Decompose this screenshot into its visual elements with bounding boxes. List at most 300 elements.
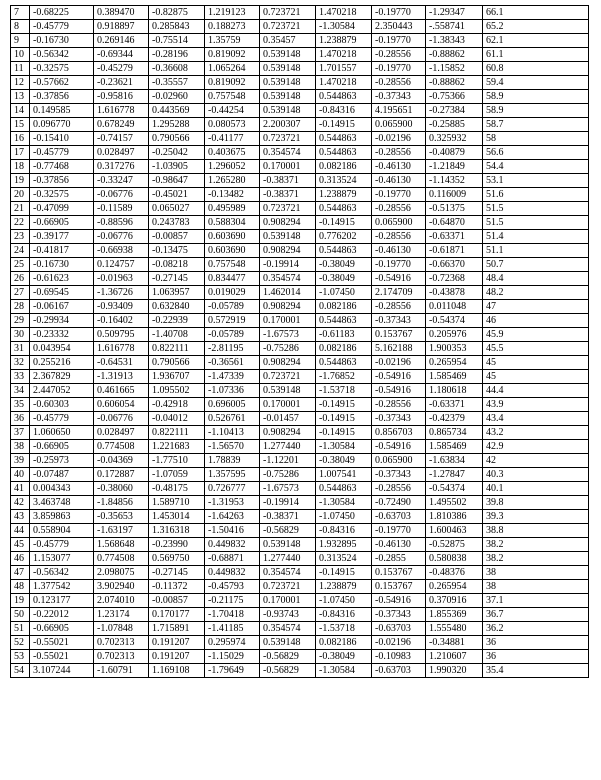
table-cell-col-2: 1.568648 — [94, 538, 149, 552]
table-cell-col-3: -0.13475 — [149, 244, 205, 258]
table-cell-col-3: 0.822111 — [149, 426, 205, 440]
table-cell-col-9: 54.4 — [483, 160, 589, 174]
table-cell-col-2: 0.389470 — [94, 6, 149, 20]
table-cell-col-1: -0.77468 — [30, 160, 94, 174]
table-cell-row-number: 29 — [11, 314, 30, 328]
table-cell-col-7: -0.46130 — [372, 174, 426, 188]
table-cell-col-8: -0.61871 — [426, 244, 483, 258]
table-cell-col-5: -0.19914 — [260, 496, 316, 510]
table-cell-col-3: 0.191207 — [149, 650, 205, 664]
table-cell-col-3: 0.569750 — [149, 552, 205, 566]
table-cell-col-1: 0.096770 — [30, 118, 94, 132]
table-cell-col-7: 4.195651 — [372, 104, 426, 118]
table-cell-row-number: 44 — [11, 524, 30, 538]
table-row — [11, 440, 589, 454]
table-cell-col-9: 36.7 — [483, 608, 589, 622]
table-cell-col-1: -0.47099 — [30, 202, 94, 216]
table-cell-col-4: -0.68871 — [205, 552, 260, 566]
table-cell-col-6: -1.30584 — [316, 496, 372, 510]
table-row — [11, 90, 589, 104]
table-cell-col-4: 0.495989 — [205, 202, 260, 216]
table-cell-col-1: -0.66905 — [30, 216, 94, 230]
table-cell-col-1: 0.004343 — [30, 482, 94, 496]
table-cell-col-4: 0.295974 — [205, 636, 260, 650]
table-cell-col-2: -0.35653 — [94, 510, 149, 524]
table-cell-col-6: -0.14915 — [316, 118, 372, 132]
table-cell-col-9: 59.4 — [483, 76, 589, 90]
table-cell-col-3: 0.243783 — [149, 216, 205, 230]
table-cell-col-2: 0.606054 — [94, 398, 149, 412]
table-cell-col-6: -1.07450 — [316, 594, 372, 608]
table-cell-col-2: -0.06776 — [94, 188, 149, 202]
table-cell-col-2: 0.774508 — [94, 440, 149, 454]
table-cell-col-8: 1.210607 — [426, 650, 483, 664]
table-cell-col-3: -0.08218 — [149, 258, 205, 272]
table-cell-col-6: -0.14915 — [316, 412, 372, 426]
table-cell-col-2: 0.774508 — [94, 552, 149, 566]
table-cell-col-1: -0.41817 — [30, 244, 94, 258]
table-cell-col-5: 0.723721 — [260, 202, 316, 216]
table-cell-col-1: 0.149585 — [30, 104, 94, 118]
table-cell-row-number: 14 — [11, 104, 30, 118]
table-cell-col-8: 0.865734 — [426, 426, 483, 440]
table-row — [11, 48, 589, 62]
table-cell-col-3: 0.191207 — [149, 636, 205, 650]
table-cell-col-9: 38 — [483, 566, 589, 580]
table-cell-col-2: 3.902940 — [94, 580, 149, 594]
table-cell-col-1: -0.32575 — [30, 188, 94, 202]
table-cell-col-4: -1.64263 — [205, 510, 260, 524]
table-cell-col-8: 1.810386 — [426, 510, 483, 524]
table-cell-row-number: 17 — [11, 146, 30, 160]
table-cell-col-3: -0.98647 — [149, 174, 205, 188]
table-cell-col-7: 0.065900 — [372, 454, 426, 468]
table-cell-col-6: -1.30584 — [316, 440, 372, 454]
table-row — [11, 202, 589, 216]
table-cell-col-1: 2.447052 — [30, 384, 94, 398]
table-cell-col-1: -0.39177 — [30, 230, 94, 244]
table-row — [11, 398, 589, 412]
table-cell-col-5: 0.539148 — [260, 104, 316, 118]
table-cell-row-number: 10 — [11, 48, 30, 62]
table-cell-col-9: 61.1 — [483, 48, 589, 62]
table-cell-col-9: 51.5 — [483, 216, 589, 230]
table-cell-col-8: 1.585469 — [426, 440, 483, 454]
table-cell-col-4: 0.019029 — [205, 286, 260, 300]
table-cell-col-7: -0.63703 — [372, 622, 426, 636]
table-cell-col-1: -0.45779 — [30, 20, 94, 34]
table-cell-col-5: 0.539148 — [260, 76, 316, 90]
table-cell-row-number: 21 — [11, 202, 30, 216]
table-cell-row-number: 25 — [11, 258, 30, 272]
table-cell-col-1: 0.255216 — [30, 356, 94, 370]
table-cell-col-8: 1.855369 — [426, 608, 483, 622]
table-cell-col-5: 1.277440 — [260, 552, 316, 566]
table-cell-col-9: 45 — [483, 356, 589, 370]
table-cell-col-4: 1.357595 — [205, 468, 260, 482]
table-cell-col-4: -0.44254 — [205, 104, 260, 118]
table-cell-col-1: -0.45779 — [30, 412, 94, 426]
table-cell-row-number: 28 — [11, 300, 30, 314]
table-cell-col-8: -1.15852 — [426, 62, 483, 76]
table-cell-col-6: 0.082186 — [316, 160, 372, 174]
table-row — [11, 636, 589, 650]
table-cell-col-7: -0.63703 — [372, 664, 426, 678]
table-cell-col-2: -0.06776 — [94, 412, 149, 426]
table-cell-col-8: 1.495502 — [426, 496, 483, 510]
table-cell-col-8: 0.265954 — [426, 580, 483, 594]
table-cell-col-5: -0.56829 — [260, 664, 316, 678]
table-cell-row-number: 33 — [11, 370, 30, 384]
table-cell-col-3: -0.23990 — [149, 538, 205, 552]
table-cell-col-2: 0.028497 — [94, 426, 149, 440]
table-cell-col-6: 0.313524 — [316, 174, 372, 188]
table-row — [11, 650, 589, 664]
table-cell-col-2: 0.918897 — [94, 20, 149, 34]
table-cell-col-2: 2.074010 — [94, 594, 149, 608]
table-cell-row-number: 24 — [11, 244, 30, 258]
table-cell-col-8: -0.42379 — [426, 412, 483, 426]
table-cell-row-number: 48 — [11, 580, 30, 594]
table-cell-col-2: -0.74157 — [94, 132, 149, 146]
table-cell-col-9: 58.9 — [483, 90, 589, 104]
table-cell-col-4: -1.31953 — [205, 496, 260, 510]
table-cell-col-1: -0.07487 — [30, 468, 94, 482]
table-cell-col-1: -0.45779 — [30, 146, 94, 160]
table-cell-col-6: 1.470218 — [316, 6, 372, 20]
table-cell-col-1: -0.60303 — [30, 398, 94, 412]
table-cell-col-8: -0.75366 — [426, 90, 483, 104]
table-cell-col-5: -0.38371 — [260, 188, 316, 202]
table-cell-col-5: 0.723721 — [260, 580, 316, 594]
table-cell-col-2: -0.33247 — [94, 174, 149, 188]
table-cell-col-5: 0.723721 — [260, 6, 316, 20]
table-cell-col-9: 51.4 — [483, 230, 589, 244]
table-row — [11, 216, 589, 230]
table-cell-col-4: 1.35759 — [205, 34, 260, 48]
table-cell-col-4: 0.572919 — [205, 314, 260, 328]
table-cell-col-6: -0.38049 — [316, 650, 372, 664]
table-cell-col-4: 0.757548 — [205, 90, 260, 104]
table-cell-col-9: 43.2 — [483, 426, 589, 440]
table-cell-col-9: 43.9 — [483, 398, 589, 412]
table-cell-col-6: 0.544863 — [316, 356, 372, 370]
table-cell-col-7: -0.46130 — [372, 160, 426, 174]
table-cell-col-7: -0.19770 — [372, 62, 426, 76]
table-cell-col-3: 1.936707 — [149, 370, 205, 384]
table-cell-col-9: 47 — [483, 300, 589, 314]
table-row — [11, 454, 589, 468]
table-cell-col-3: 1.063957 — [149, 286, 205, 300]
table-cell-col-9: 38.8 — [483, 524, 589, 538]
table-cell-col-7: -0.19770 — [372, 188, 426, 202]
table-cell-col-5: 0.539148 — [260, 538, 316, 552]
table-cell-col-2: 0.702313 — [94, 636, 149, 650]
table-cell-col-5: 0.539148 — [260, 636, 316, 650]
table-cell-col-6: 0.544863 — [316, 146, 372, 160]
table-cell-col-3: -1.07059 — [149, 468, 205, 482]
table-cell-col-3: -0.11372 — [149, 580, 205, 594]
table-cell-col-2: -0.88596 — [94, 216, 149, 230]
table-cell-col-8: -0.54374 — [426, 314, 483, 328]
table-cell-col-3: -0.04012 — [149, 412, 205, 426]
table-cell-col-7: -0.28556 — [372, 482, 426, 496]
table-cell-col-7: -0.28556 — [372, 202, 426, 216]
table-cell-col-5: 1.462014 — [260, 286, 316, 300]
table-cell-col-5: -0.38371 — [260, 510, 316, 524]
table-cell-row-number: 18 — [11, 160, 30, 174]
table-cell-col-5: 0.170001 — [260, 398, 316, 412]
table-cell-col-4: -0.05789 — [205, 328, 260, 342]
table-cell-col-8: 1.990320 — [426, 664, 483, 678]
table-cell-col-6: 0.544863 — [316, 314, 372, 328]
table-row — [11, 412, 589, 426]
table-cell-col-8: 1.585469 — [426, 370, 483, 384]
table-cell-col-7: -0.19770 — [372, 524, 426, 538]
table-cell-col-5: 1.277440 — [260, 440, 316, 454]
table-cell-col-5: -0.75286 — [260, 468, 316, 482]
table-cell-col-8: -1.29347 — [426, 6, 483, 20]
table-cell-col-9: 58.7 — [483, 118, 589, 132]
table-cell-col-6: 0.544863 — [316, 482, 372, 496]
table-cell-col-4: -1.47339 — [205, 370, 260, 384]
table-cell-col-4: 1.265280 — [205, 174, 260, 188]
table-cell-col-6: 0.776202 — [316, 230, 372, 244]
table-cell-col-4: -0.41177 — [205, 132, 260, 146]
data-table-container — [10, 5, 589, 678]
table-cell-col-5: 2.200307 — [260, 118, 316, 132]
table-cell-col-8: -0.27384 — [426, 104, 483, 118]
table-cell-col-2: -0.11589 — [94, 202, 149, 216]
table-cell-col-7: -0.37343 — [372, 314, 426, 328]
data-table — [10, 5, 589, 678]
table-cell-col-6: -0.84316 — [316, 608, 372, 622]
table-cell-col-4: -0.36561 — [205, 356, 260, 370]
table-cell-col-5: -0.38371 — [260, 174, 316, 188]
table-cell-col-8: 1.180618 — [426, 384, 483, 398]
table-cell-col-9: 36 — [483, 636, 589, 650]
table-cell-col-3: -1.03905 — [149, 160, 205, 174]
table-cell-col-3: -0.75514 — [149, 34, 205, 48]
table-cell-col-7: 0.153767 — [372, 580, 426, 594]
table-cell-col-8: 1.600463 — [426, 524, 483, 538]
table-cell-col-5: 0.354574 — [260, 146, 316, 160]
table-cell-row-number: 22 — [11, 216, 30, 230]
table-cell-col-1: 1.377542 — [30, 580, 94, 594]
table-body — [11, 6, 589, 678]
table-cell-col-8: 0.265954 — [426, 356, 483, 370]
table-cell-col-1: 0.043954 — [30, 342, 94, 356]
table-cell-col-8: -.558741 — [426, 20, 483, 34]
table-cell-col-6: -1.07450 — [316, 286, 372, 300]
table-cell-col-8: -0.34881 — [426, 636, 483, 650]
table-cell-col-6: -1.07450 — [316, 510, 372, 524]
table-cell-col-7: -0.02196 — [372, 636, 426, 650]
table-cell-col-1: -0.68225 — [30, 6, 94, 20]
table-cell-col-4: 0.819092 — [205, 76, 260, 90]
table-cell-col-7: -0.10983 — [372, 650, 426, 664]
table-cell-col-7: -0.02196 — [372, 356, 426, 370]
table-row — [11, 314, 589, 328]
table-cell-col-2: -0.93409 — [94, 300, 149, 314]
table-cell-col-4: -0.45793 — [205, 580, 260, 594]
table-cell-row-number: 54 — [11, 664, 30, 678]
table-cell-col-2: -1.84856 — [94, 496, 149, 510]
table-cell-col-8: -0.72368 — [426, 272, 483, 286]
table-cell-col-5: 0.170001 — [260, 314, 316, 328]
table-cell-col-2: 0.317276 — [94, 160, 149, 174]
table-cell-col-6: 1.470218 — [316, 76, 372, 90]
table-cell-col-5: 0.539148 — [260, 90, 316, 104]
table-cell-col-5: -0.19914 — [260, 258, 316, 272]
table-cell-col-2: 0.172887 — [94, 468, 149, 482]
table-row — [11, 496, 589, 510]
table-cell-col-9: 58 — [483, 132, 589, 146]
table-cell-col-5: -0.56829 — [260, 650, 316, 664]
table-cell-col-5: -0.01457 — [260, 412, 316, 426]
table-cell-col-8: 0.205976 — [426, 328, 483, 342]
table-cell-row-number: 31 — [11, 342, 30, 356]
table-cell-col-4: 0.588304 — [205, 216, 260, 230]
table-cell-col-6: 1.701557 — [316, 62, 372, 76]
table-cell-col-6: -1.53718 — [316, 384, 372, 398]
table-cell-col-6: 0.082186 — [316, 342, 372, 356]
table-cell-col-6: 1.007541 — [316, 468, 372, 482]
table-cell-col-3: 0.632840 — [149, 300, 205, 314]
table-cell-col-9: 38.2 — [483, 538, 589, 552]
table-cell-row-number: 40 — [11, 468, 30, 482]
table-cell-row-number: 13 — [11, 90, 30, 104]
table-cell-col-2: -1.31913 — [94, 370, 149, 384]
table-cell-col-4: -1.70418 — [205, 608, 260, 622]
table-cell-col-8: -0.25885 — [426, 118, 483, 132]
table-cell-col-2: -0.23621 — [94, 76, 149, 90]
table-cell-col-1: -0.56342 — [30, 566, 94, 580]
table-cell-col-3: 0.790566 — [149, 356, 205, 370]
table-cell-col-8: -0.43878 — [426, 286, 483, 300]
table-cell-col-1: -0.55021 — [30, 650, 94, 664]
table-cell-col-2: 1.616778 — [94, 104, 149, 118]
table-cell-col-9: 45.9 — [483, 328, 589, 342]
table-cell-col-7: -0.54916 — [372, 272, 426, 286]
table-cell-col-3: -0.00857 — [149, 594, 205, 608]
table-cell-col-4: 0.603690 — [205, 230, 260, 244]
table-cell-col-5: 0.170001 — [260, 160, 316, 174]
table-cell-col-5: -1.67573 — [260, 482, 316, 496]
table-cell-col-8: 0.011048 — [426, 300, 483, 314]
table-cell-col-2: -1.63197 — [94, 524, 149, 538]
table-row — [11, 426, 589, 440]
table-cell-col-9: 51.1 — [483, 244, 589, 258]
table-cell-row-number: 30 — [11, 328, 30, 342]
table-cell-col-6: -0.84316 — [316, 524, 372, 538]
table-row — [11, 370, 589, 384]
table-row — [11, 482, 589, 496]
table-cell-row-number: 52 — [11, 636, 30, 650]
table-cell-col-6: 1.932895 — [316, 538, 372, 552]
table-cell-col-1: -0.06167 — [30, 300, 94, 314]
table-cell-col-1: 1.060650 — [30, 426, 94, 440]
table-cell-col-7: 0.065900 — [372, 216, 426, 230]
table-cell-col-9: 46 — [483, 314, 589, 328]
table-cell-col-9: 53.1 — [483, 174, 589, 188]
table-cell-col-8: -0.63371 — [426, 230, 483, 244]
table-cell-col-9: 56.6 — [483, 146, 589, 160]
table-cell-col-3: 0.443569 — [149, 104, 205, 118]
table-cell-col-1: -0.37856 — [30, 90, 94, 104]
table-cell-row-number: 45 — [11, 538, 30, 552]
table-row — [11, 118, 589, 132]
table-cell-col-5: 0.723721 — [260, 20, 316, 34]
table-cell-col-1: -0.66905 — [30, 622, 94, 636]
table-cell-col-9: 58.9 — [483, 104, 589, 118]
table-cell-col-2: 0.028497 — [94, 146, 149, 160]
table-cell-row-number: 23 — [11, 230, 30, 244]
table-row — [11, 76, 589, 90]
table-cell-col-8: 0.580838 — [426, 552, 483, 566]
table-cell-col-6: 1.238879 — [316, 34, 372, 48]
table-cell-col-1: -0.15410 — [30, 132, 94, 146]
table-cell-col-1: -0.66905 — [30, 440, 94, 454]
table-cell-row-number: 8 — [11, 20, 30, 34]
table-row — [11, 328, 589, 342]
table-cell-col-7: -0.46130 — [372, 538, 426, 552]
table-cell-col-2: 0.702313 — [94, 650, 149, 664]
table-cell-col-6: 0.544863 — [316, 90, 372, 104]
table-cell-col-5: 0.539148 — [260, 62, 316, 76]
table-cell-row-number: 20 — [11, 188, 30, 202]
table-cell-col-1: -0.23332 — [30, 328, 94, 342]
table-cell-col-1: -0.25973 — [30, 454, 94, 468]
table-cell-col-3: 0.822111 — [149, 342, 205, 356]
table-cell-col-6: 0.082186 — [316, 636, 372, 650]
table-cell-col-2: -1.60791 — [94, 664, 149, 678]
table-cell-col-9: 45.5 — [483, 342, 589, 356]
table-cell-row-number: 11 — [11, 62, 30, 76]
table-cell-col-3: -0.28196 — [149, 48, 205, 62]
table-cell-col-8: -0.52875 — [426, 538, 483, 552]
table-cell-col-1: 3.463748 — [30, 496, 94, 510]
table-cell-col-6: 0.544863 — [316, 202, 372, 216]
table-cell-col-5: 0.723721 — [260, 370, 316, 384]
table-cell-col-6: 1.238879 — [316, 580, 372, 594]
table-cell-col-8: -0.88862 — [426, 76, 483, 90]
table-cell-col-1: -0.69545 — [30, 286, 94, 300]
table-row — [11, 538, 589, 552]
table-cell-col-7: -0.37343 — [372, 468, 426, 482]
table-cell-col-4: -1.15029 — [205, 650, 260, 664]
table-cell-col-1: 3.859863 — [30, 510, 94, 524]
table-cell-col-6: -1.53718 — [316, 622, 372, 636]
table-cell-col-8: -1.14352 — [426, 174, 483, 188]
table-cell-row-number: 50 — [11, 608, 30, 622]
table-cell-col-3: 1.169108 — [149, 664, 205, 678]
table-cell-col-6: -0.38049 — [316, 454, 372, 468]
table-cell-col-7: 2.350443 — [372, 20, 426, 34]
table-cell-col-5: -0.56829 — [260, 524, 316, 538]
table-cell-col-1: -0.45779 — [30, 538, 94, 552]
table-cell-col-4: -1.07336 — [205, 384, 260, 398]
table-cell-col-6: -0.14915 — [316, 426, 372, 440]
table-cell-col-7: 0.065900 — [372, 118, 426, 132]
table-row — [11, 174, 589, 188]
table-cell-col-3: -0.00857 — [149, 230, 205, 244]
table-cell-col-9: 38.2 — [483, 552, 589, 566]
table-cell-col-5: -0.75286 — [260, 342, 316, 356]
table-cell-col-3: -0.36608 — [149, 62, 205, 76]
table-cell-col-4: -0.05789 — [205, 300, 260, 314]
table-cell-col-2: 1.616778 — [94, 342, 149, 356]
